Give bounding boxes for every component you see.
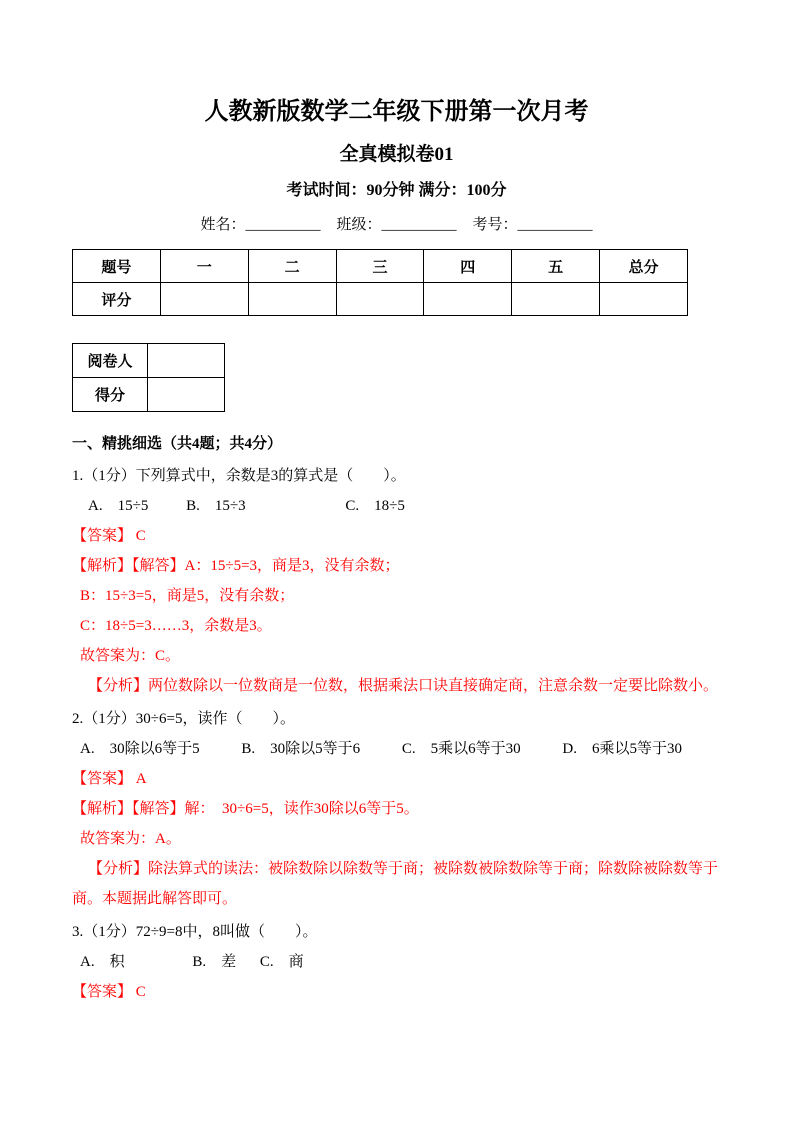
name-blank: __________	[245, 217, 321, 233]
score-table-label-pingfen: 评分	[73, 283, 161, 316]
score-table-col-2: 二	[248, 250, 336, 283]
grader-label: 阅卷人	[73, 344, 148, 378]
score-cell	[424, 283, 512, 316]
question-3-option-c: C. 商	[259, 954, 304, 970]
exam-subtitle: 全真模拟卷01	[339, 144, 454, 165]
question-2-stem: 2.（1分）30÷6=5，读作（ ）。	[72, 711, 295, 727]
student-info-line	[72, 214, 721, 236]
question-2-option-a: A. 30除以6等于5	[80, 741, 200, 757]
exam-no-label: 考号：	[472, 217, 518, 233]
score-table-col-3: 三	[336, 250, 424, 283]
score-table-header-row	[73, 250, 688, 283]
question-2-explain-line: 故答案为：A。	[80, 831, 181, 847]
question-1-explain-line: B：15÷3=5，商是5，没有余数；	[80, 588, 295, 604]
grader-table-row	[73, 344, 225, 378]
score-table-label-tihao: 题号	[73, 250, 161, 283]
question-1-explain-line: 【解析】【解答】A：15÷5=3，商是3，没有余数；	[72, 558, 400, 574]
score-cell	[160, 283, 248, 316]
score-cell	[512, 283, 600, 316]
question-3-option-b: B. 差	[192, 954, 237, 970]
question-1-options	[72, 491, 721, 521]
question-2-option-d: D. 6乘以5等于30	[562, 741, 682, 757]
grader-table-row	[73, 378, 225, 412]
score-cell	[600, 283, 688, 316]
question-1-analysis: 【分析】两位数除以一位数商是一位数，根据乘法口诀直接确定商，注意余数一定要比除数小。	[88, 678, 719, 694]
question-3-option-a: A. 积	[80, 954, 125, 970]
question-2-option-c: C. 5乘以6等于30	[401, 741, 521, 757]
question-3	[72, 917, 721, 1007]
grader-table	[72, 343, 225, 412]
question-1-explain-line: 故答案为：C。	[80, 648, 181, 664]
question-3-answer: 【答案】 C	[72, 984, 146, 1000]
question-1-option-b: B. 15÷3	[186, 498, 246, 514]
question-1-stem: 1.（1分）下列算式中，余数是3的算式是（ ）。	[72, 468, 406, 484]
question-2-options	[72, 734, 721, 764]
score-cell	[148, 378, 225, 412]
score-table-col-1: 一	[160, 250, 248, 283]
question-3-options	[72, 947, 721, 977]
question-2-analysis: 【分析】除法算式的读法：被除数除以除数等于商；被除数被除数除等于商；除数除被除数等于商。本题据此解答即可。	[72, 861, 719, 907]
score-table-col-5: 五	[512, 250, 600, 283]
class-blank: __________	[381, 217, 457, 233]
exam-info-line: 考试时间：90分钟 满分：100分	[286, 182, 507, 199]
section-heading: 一、精挑细选（共4题；共4分）	[72, 436, 283, 452]
question-2	[72, 704, 721, 914]
question-3-stem: 3.（1分）72÷9=8中，8叫做（ ）。	[72, 924, 318, 940]
score-table-col-total: 总分	[600, 250, 688, 283]
score-table	[72, 249, 688, 316]
question-2-answer: 【答案】 A	[72, 771, 147, 787]
question-2-explain-line: 【解析】【解答】解： 30÷6=5，读作30除以6等于5。	[72, 801, 419, 817]
score-table-score-row	[73, 283, 688, 316]
score-cell	[336, 283, 424, 316]
exam-no-blank: __________	[517, 217, 593, 233]
question-1	[72, 461, 721, 701]
score-cell	[248, 283, 336, 316]
question-2-option-b: B. 30除以5等于6	[241, 741, 361, 757]
grader-cell	[148, 344, 225, 378]
score-label: 得分	[73, 378, 148, 412]
class-label: 班级：	[336, 217, 382, 233]
question-1-answer: 【答案】 C	[72, 528, 146, 544]
question-1-option-a: A. 15÷5	[88, 498, 149, 514]
question-1-option-c: C. 18÷5	[345, 498, 405, 514]
question-1-explain-line: C：18÷5=3……3，余数是3。	[80, 618, 272, 634]
exam-title: 人教新版数学二年级下册第一次月考	[204, 99, 589, 125]
score-table-col-4: 四	[424, 250, 512, 283]
name-label: 姓名：	[200, 217, 246, 233]
